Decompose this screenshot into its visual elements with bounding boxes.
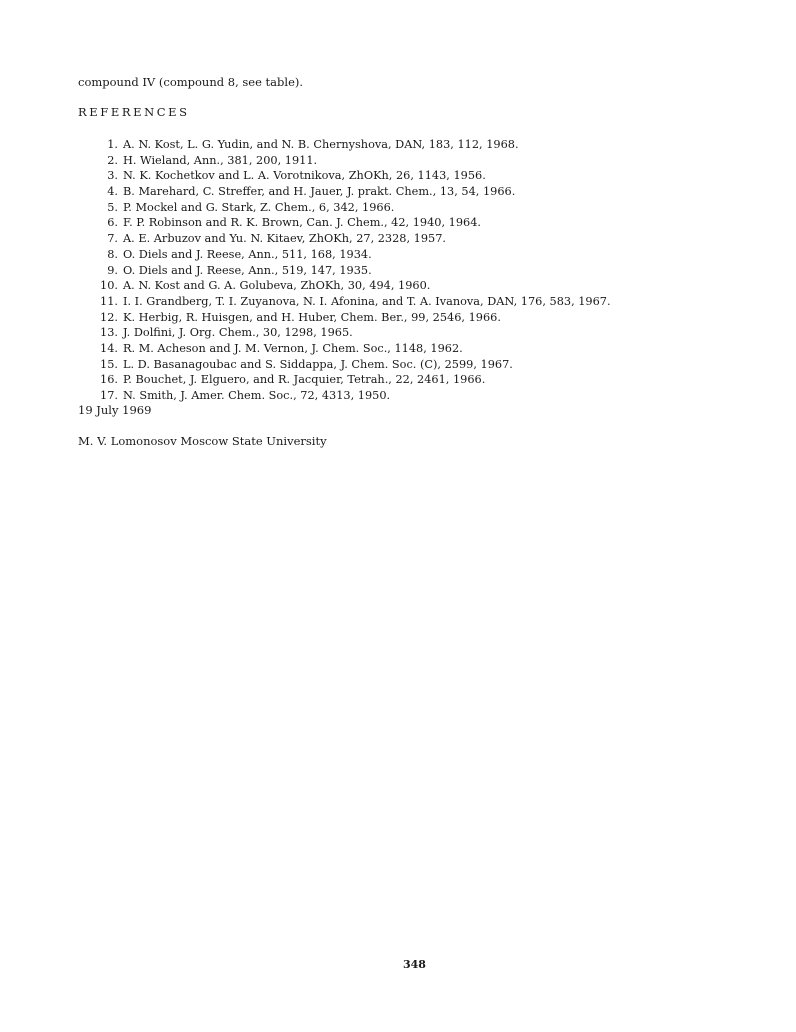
reference-number: 5. [107,200,118,214]
reference-number: 17. [100,389,118,402]
reference-number: 6. [107,216,118,230]
reference-item [100,137,611,153]
reference-item [100,215,611,231]
reference-text: P. Mockel and G. Stark, Z. Chem., 6, 342, 1966. [123,200,395,214]
reference-text: B. Marehard, C. Streffer, and H. Jauer, J. prakt. Chem., 13, 54, 1966. [123,185,516,199]
reference-text: L. D. Basanagoubac and S. Siddappa, J. Chem. Soc. (C), 2599, 1967. [123,357,513,371]
reference-text: O. Diels and J. Reese, Ann., 519, 147, 1935. [123,263,372,277]
reference-item [100,388,611,404]
reference-number: 9. [107,263,118,277]
reference-text: N. K. Kochetkov and L. A. Vorotnikova, ZhOKh, 26, 1143, 1956. [123,169,486,183]
reference-item [100,341,611,357]
reference-number: 2. [107,153,118,167]
reference-text: O. Diels and J. Reese, Ann., 511, 168, 1934. [123,247,372,261]
reference-number: 16. [100,373,118,387]
reference-item [100,247,611,263]
reference-text: A. E. Arbuzov and Yu. N. Kitaev, ZhOKh, 27, 2328, 1957. [123,232,447,246]
reference-item [100,372,611,388]
reference-text: K. Herbig, R. Huisgen, and H. Huber, Chem. Ber., 99, 2546, 1966. [123,310,501,324]
reference-number: 4. [107,185,118,199]
reference-text: A. N. Kost, L. G. Yudin, and N. B. Chernyshova, DAN, 183, 112, 1968. [123,138,519,151]
reference-text: J. Dolfini, J. Org. Chem., 30, 1298, 1965. [123,326,353,340]
reference-number: 8. [107,247,118,261]
reference-item [100,310,611,326]
reference-list [100,137,611,404]
reference-number: 7. [107,232,118,246]
reference-text: R. M. Acheson and J. M. Vernon, J. Chem. Soc., 1148, 1962. [123,341,463,355]
reference-item [100,263,611,279]
reference-text: F. P. Robinson and R. K. Brown, Can. J. Chem., 42, 1940, 1964. [123,216,482,230]
reference-item [100,168,611,184]
affiliation: M. V. Lomonosov Moscow State University [78,434,327,448]
reference-text: P. Bouchet, J. Elguero, and R. Jacquier, Tetrah., 22, 2461, 1966. [123,373,486,387]
reference-item [100,184,611,200]
reference-item [100,357,611,373]
reference-number: 12. [100,310,118,324]
reference-item [100,153,611,169]
reference-number: 3. [107,169,118,183]
reference-item [100,325,611,341]
intro-text: compound IV (compound 8, see table). [78,75,304,89]
reference-text: H. Wieland, Ann., 381, 200, 1911. [123,153,318,167]
page-number: 348 [403,958,426,971]
reference-item [100,278,611,294]
reference-number: 1. [107,138,118,151]
reference-text: N. Smith, J. Amer. Chem. Soc., 72, 4313, 1950. [123,389,391,402]
reference-text: A. N. Kost and G. A. Golubeva, ZhOKh, 30, 494, 1960. [123,279,431,293]
reference-item [100,200,611,216]
reference-text: I. I. Grandberg, T. I. Zuyanova, N. I. Afonina, and T. A. Ivanova, DAN, 176, 583, 1967. [123,294,611,308]
submission-date: 19 July 1969 [78,403,152,417]
reference-number: 13. [100,326,118,340]
reference-number: 11. [100,294,118,308]
reference-item [100,231,611,247]
references-heading: REFERENCES [78,105,190,119]
reference-number: 14. [100,341,118,355]
reference-number: 15. [100,357,118,371]
reference-number: 10. [100,279,118,293]
reference-item [100,294,611,310]
